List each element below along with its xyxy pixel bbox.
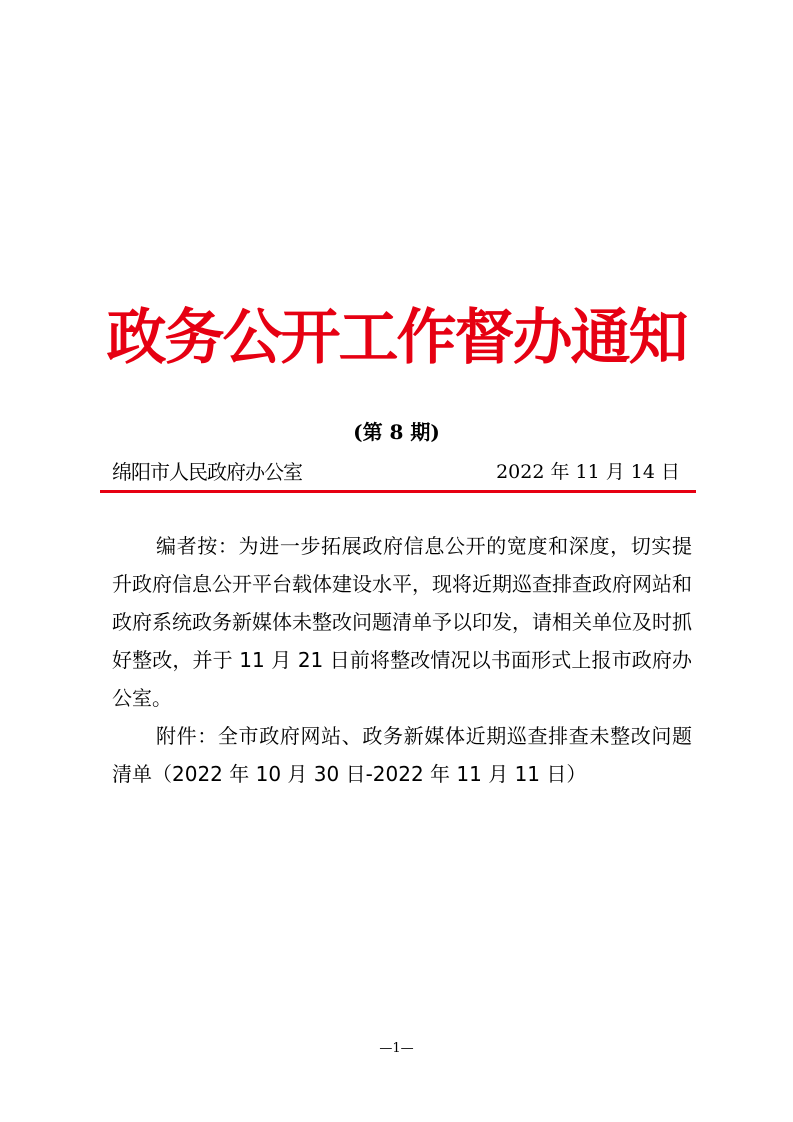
red-divider-line xyxy=(100,490,696,493)
issuer-row xyxy=(112,458,680,488)
editor-note-paragraph: 编者按：为进一步拓展政府信息公开的宽度和深度，切实提升政府信息公开平台载体建设水平，现将近期巡查排查政府网站和政府系统政务新媒体未整改问题清单予以印发，请相关单位及时抓好整改，并于 11 月 21 日前将整改情况以书面形式上报市政府办公室。 xyxy=(112,534,692,710)
document-body xyxy=(112,527,692,793)
issuer-name: 绵阳市人民政府办公室 xyxy=(112,460,302,484)
attachment-paragraph: 附件：全市政府网站、政务新媒体近期巡查排查未整改问题清单（2022 年 10 月 30 日-2022 年 11 月 11 日） xyxy=(112,724,692,786)
issue-number: (第 8 期) xyxy=(353,420,440,444)
page-number: —1— xyxy=(379,1041,414,1056)
document-title: 政务公开工作督办通知 xyxy=(106,303,687,373)
document-date: 2022 年 11 月 14 日 xyxy=(496,461,680,483)
